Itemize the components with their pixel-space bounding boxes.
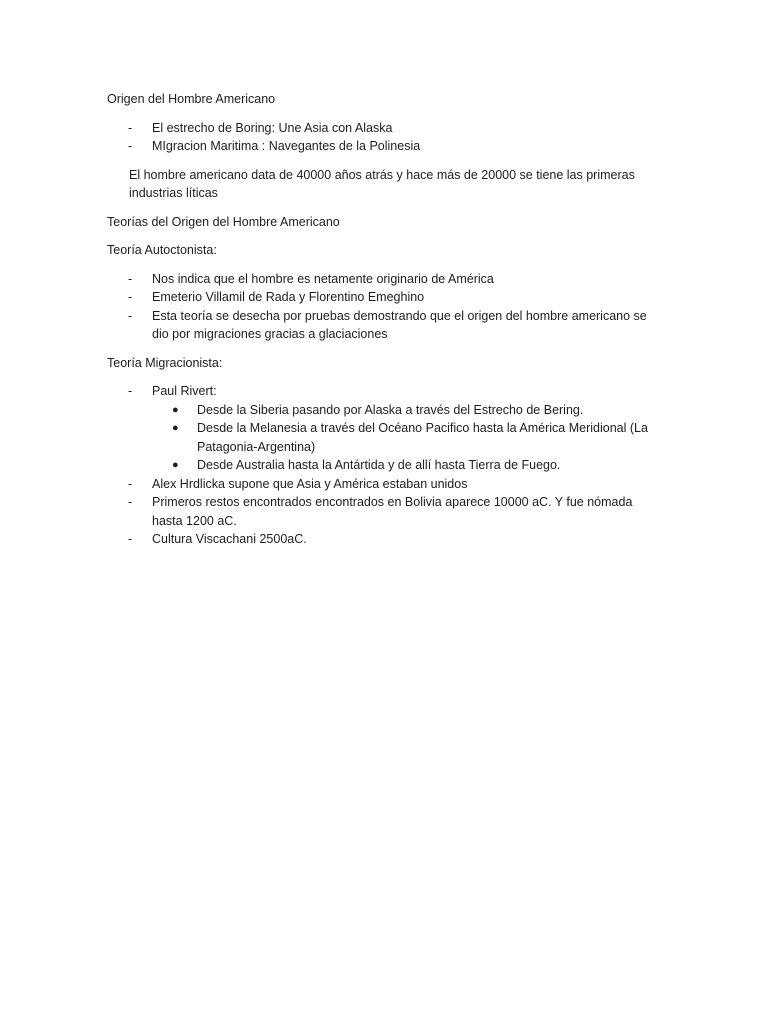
document-content	[107, 90, 667, 549]
list-item	[107, 307, 667, 344]
list-item-text: Desde Australia hasta la Antártida y de allí hasta Tierra de Fuego.	[197, 458, 561, 472]
list-item	[107, 475, 667, 494]
list-item-text: Emeterio Villamil de Rada y Florentino Emeghino	[152, 290, 425, 304]
list-item	[152, 456, 667, 475]
heading-migracionista: Teoría Migracionista:	[107, 355, 223, 370]
list-item-text: Paul Rivert:	[152, 384, 217, 398]
dash-marker: -	[128, 495, 133, 509]
list-item	[152, 419, 667, 456]
list-item	[107, 382, 667, 475]
list-item	[107, 119, 667, 138]
list-item-text: Desde la Siberia pasando por Alaska a través del Estrecho de Bering.	[197, 402, 584, 417]
list-item-text: hasta 1200 aC.	[152, 513, 237, 528]
document-title: Origen del Hombre Americano	[107, 92, 276, 106]
dash-marker: -	[128, 139, 133, 153]
list-item-text: Alex Hrdlicka supone que Asia y América estaban unidos	[152, 476, 468, 491]
dash-marker: -	[128, 120, 133, 135]
list-item-text: El estrecho de Boring: Une Asia con Alaska	[152, 120, 393, 135]
list-item	[107, 288, 667, 307]
autoctonista-list	[107, 270, 667, 344]
bullet-marker: ●	[172, 459, 179, 471]
list-item-text: Patagonia-Argentina)	[197, 439, 316, 454]
list-item-text: MIgracion Maritima : Navegantes de la Polinesia	[152, 139, 421, 153]
dash-marker: -	[128, 290, 133, 304]
intro-paragraph	[107, 166, 667, 203]
list-item	[107, 137, 667, 156]
list-item-text: dio por migraciones gracias a glaciaciones	[152, 327, 388, 341]
intro-list	[107, 119, 667, 156]
list-item-text: Nos indica que el hombre es netamente originario de América	[152, 271, 494, 286]
dash-marker: -	[128, 532, 133, 546]
intro-paragraph-line: industrias líticas	[129, 186, 218, 200]
dash-marker: -	[128, 308, 133, 323]
list-item-text: Cultura Viscachani 2500aC.	[152, 532, 307, 546]
list-item-text: Esta teoría se desecha por pruebas demostrando que el origen del hombre americano se	[152, 308, 647, 323]
intro-paragraph-line: El hombre americano data de 40000 años atrás y hace más de 20000 se tiene las primeras	[129, 167, 635, 182]
dash-marker: -	[128, 271, 133, 286]
bullet-marker: ●	[172, 403, 179, 416]
migracionista-list	[107, 382, 667, 549]
paul-rivert-sublist	[152, 401, 667, 475]
dash-marker: -	[128, 476, 133, 491]
list-item	[107, 493, 667, 530]
list-item	[107, 270, 667, 289]
list-item-text: Desde la Melanesia a través del Océano Pacifico hasta la América Meridional (La	[197, 421, 648, 435]
heading-autoctonista: Teoría Autoctonista:	[107, 243, 217, 257]
dash-marker: -	[128, 384, 133, 398]
bullet-marker: ●	[172, 422, 179, 434]
list-item	[107, 530, 667, 549]
section-heading-theories: Teorías del Origen del Hombre Americano	[107, 214, 340, 229]
list-item	[152, 401, 667, 420]
list-item-text: Primeros restos encontrados encontrados en Bolivia aparece 10000 aC. Y fue nómada	[152, 495, 633, 509]
